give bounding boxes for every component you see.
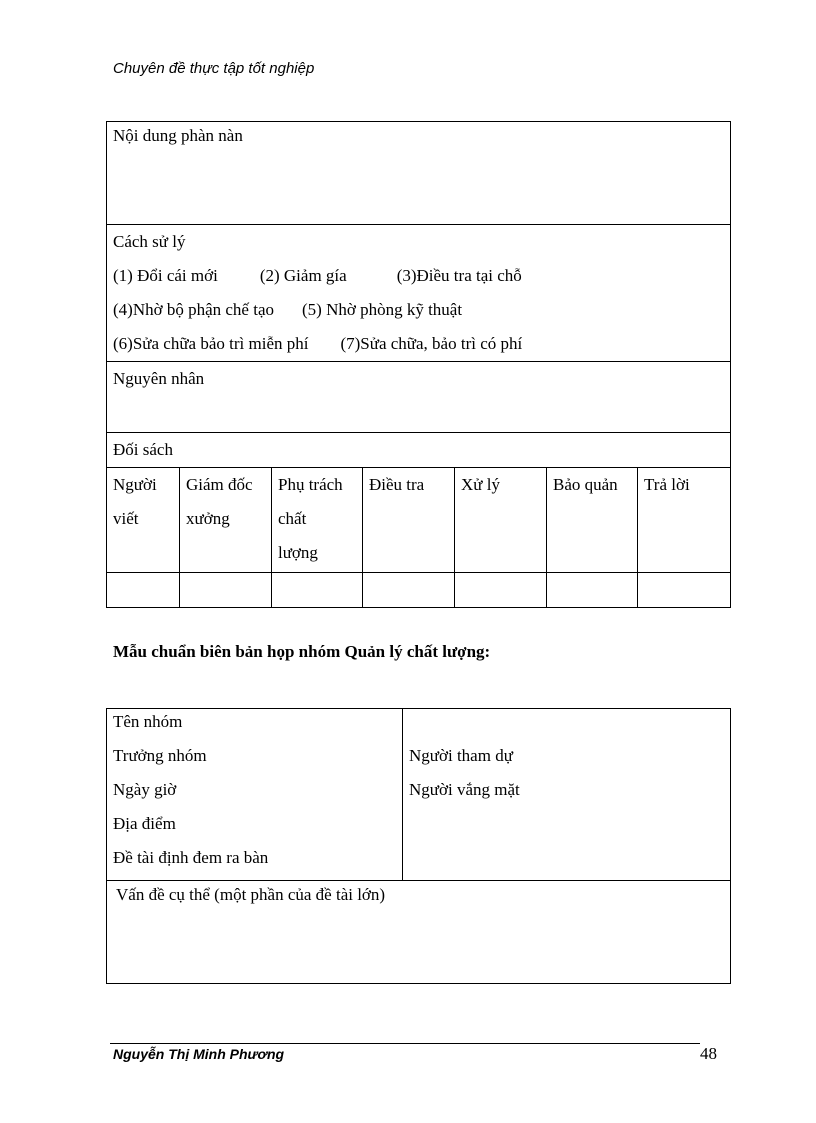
signature-column-quality-manager — [272, 468, 363, 573]
field-date-time: Ngày giờ — [113, 780, 177, 799]
field-attendees: Người tham dự — [409, 746, 513, 765]
footer-author: Nguyễn Thị Minh Phương — [113, 1046, 285, 1062]
signature-box[interactable] — [107, 573, 180, 608]
signature-box[interactable] — [363, 573, 455, 608]
specific-issue-label: Vấn đề cụ thể (một phần của đề tài lớn) — [116, 885, 386, 904]
signature-box[interactable] — [638, 573, 731, 608]
complaint-form-table — [106, 121, 731, 608]
complaint-content-label: Nội dung phàn nàn — [113, 126, 243, 145]
field-group-leader: Trưởng nhóm — [113, 746, 207, 765]
signature-row — [107, 573, 731, 608]
signature-box[interactable] — [272, 573, 363, 608]
handling-option-6: (6)Sửa chữa bảo trì miễn phí — [113, 334, 309, 353]
signature-column-text: Bảo quản — [553, 475, 618, 494]
page-number: 48 — [700, 1044, 717, 1063]
signature-column-text: lượng — [278, 543, 318, 562]
signature-column-reply — [638, 468, 731, 573]
signature-column-workshop-director — [180, 468, 272, 573]
handling-method-cell — [107, 225, 731, 362]
meeting-right-fields — [403, 709, 731, 881]
meeting-minutes-section-title: Mẫu chuẩn biên bản họp nhóm Quản lý chất lượng: — [113, 642, 491, 661]
signature-column-text: Trả lời — [644, 475, 690, 494]
countermeasure-label: Đối sách — [113, 440, 173, 459]
signature-column-handling — [455, 468, 547, 573]
signature-column-storage — [547, 468, 638, 573]
signature-box[interactable] — [547, 573, 638, 608]
signature-box[interactable] — [455, 573, 547, 608]
signature-column-text: Giám đốc — [186, 475, 253, 494]
signature-column-text: Người — [113, 475, 157, 494]
signature-box[interactable] — [180, 573, 272, 608]
signature-column-text: xưởng — [186, 509, 230, 528]
complaint-content-cell — [107, 122, 731, 225]
document-header-title: Chuyên đề thực tập tốt nghiệp — [113, 60, 315, 77]
signature-column-text: Xử lý — [461, 475, 500, 494]
meeting-minutes-table — [106, 708, 731, 984]
meeting-left-fields — [107, 709, 403, 881]
signature-column-investigation — [363, 468, 455, 573]
signature-column-writer — [107, 468, 180, 573]
specific-issue-cell — [107, 881, 731, 984]
handling-option-5: (5) Nhờ phòng kỹ thuật — [302, 300, 463, 319]
handling-option-2: (2) Giảm gía — [259, 266, 347, 285]
handling-option-4: (4)Nhờ bộ phận chế tạo — [113, 300, 274, 319]
countermeasure-cell — [107, 433, 731, 468]
field-group-name: Tên nhóm — [113, 712, 183, 731]
signature-column-text: Điều tra — [369, 475, 425, 494]
signature-column-text: chất — [278, 509, 307, 528]
signature-column-text: viết — [113, 509, 139, 528]
handling-option-1: (1) Đổi cái mới — [113, 266, 218, 285]
field-location: Địa điểm — [113, 814, 176, 833]
footer-divider — [110, 1043, 700, 1044]
handling-option-3: (3)Điều tra tại chỗ — [396, 266, 522, 285]
field-discussion-topic: Đề tài định đem ra bàn — [113, 848, 269, 867]
handling-label: Cách sử lý — [113, 232, 186, 251]
handling-option-7: (7)Sửa chữa, bảo trì có phí — [340, 334, 523, 353]
cause-cell — [107, 362, 731, 433]
field-absentees: Người vắng mặt — [409, 780, 520, 799]
signature-column-text: Phụ trách — [278, 475, 343, 494]
cause-label: Nguyên nhân — [113, 369, 205, 388]
